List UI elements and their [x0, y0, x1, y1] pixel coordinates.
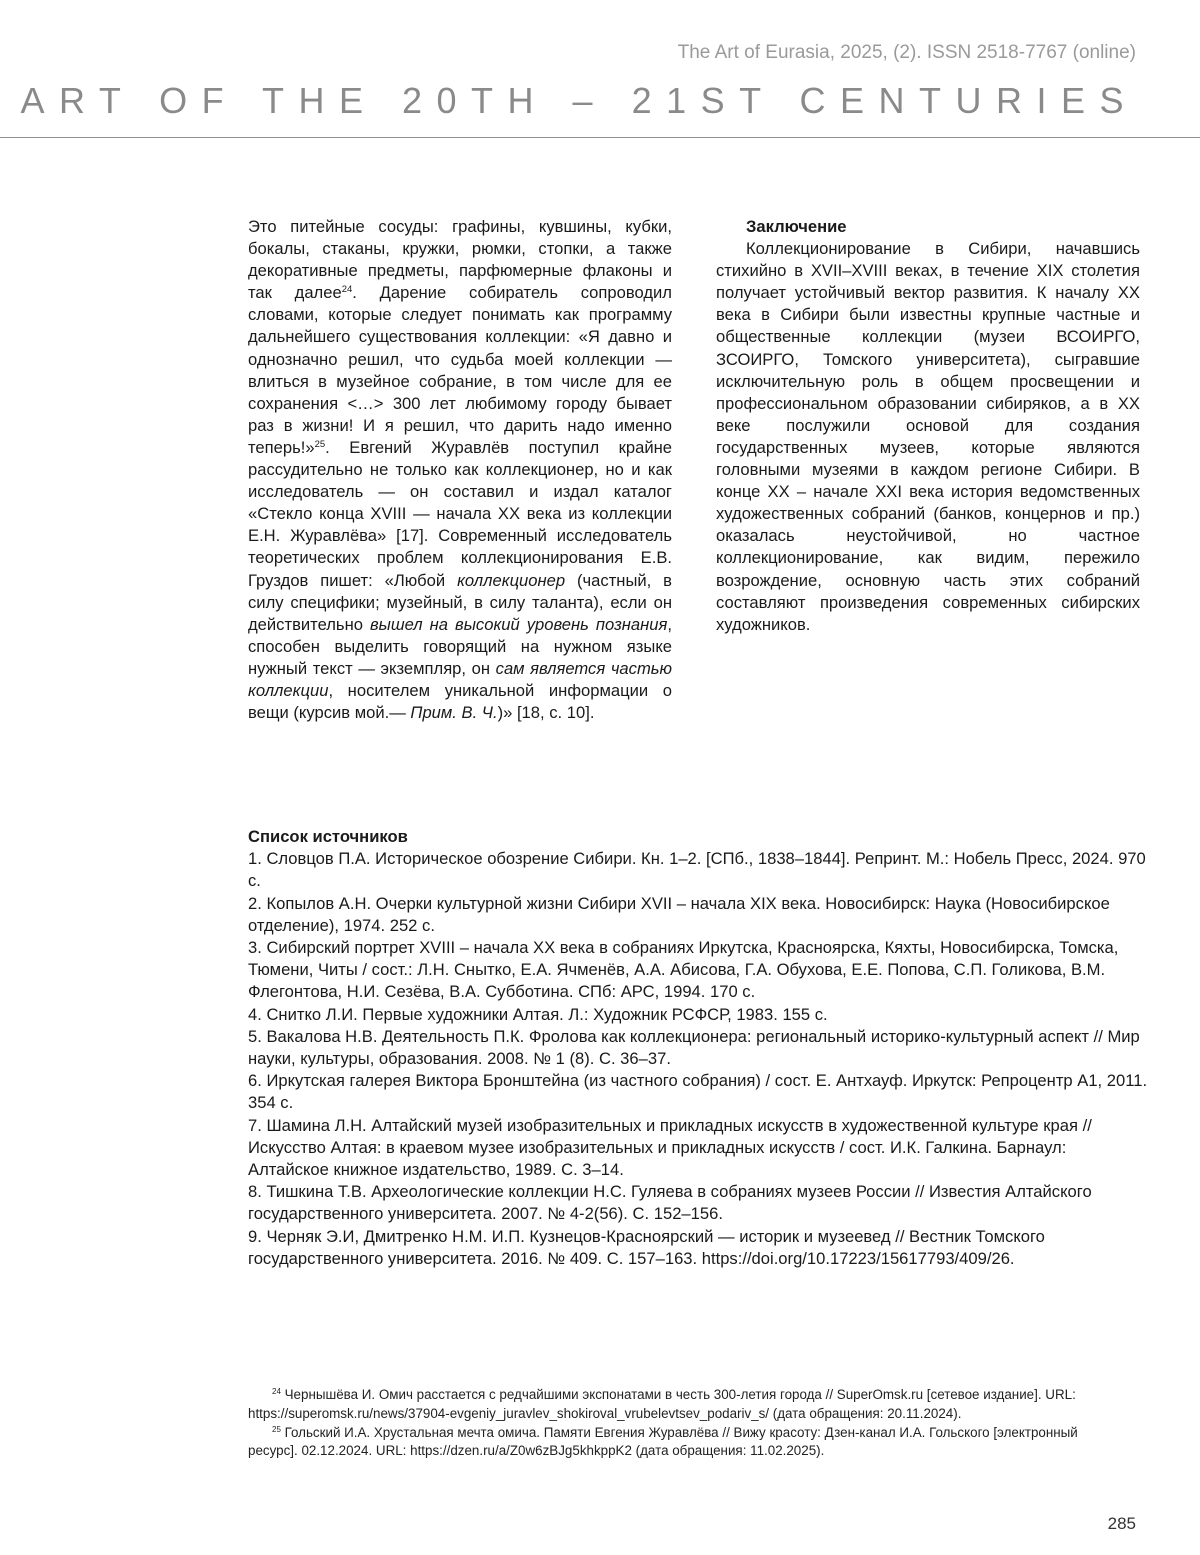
reference-item: 6. Иркутская галерея Виктора Бронштейна (из частного собрания) / сост. Е. Антхауф. Иркутск: Репроцентр А1, 2011. 354 с.	[248, 1071, 1148, 1113]
reference-item: 2. Копылов А.Н. Очерки культурной жизни Сибири XVII – начала XIX века. Новосибирск: Наука (Новосибирское отделение), 1974. 252 с.	[248, 893, 1110, 935]
journal-citation: The Art of Eurasia, 2025, (2). ISSN 2518-7767 (online)	[677, 42, 1136, 63]
text-run: , способен выделить говорящий на нужном языке нужный текст — экземпляр, он	[248, 614, 672, 678]
section-title: ART OF THE 20TH – 21ST CENTURIES	[20, 80, 1138, 121]
footnote-number: 24	[272, 1387, 281, 1396]
header-divider	[0, 137, 1200, 138]
footnote-marker	[248, 1424, 281, 1443]
text-run: Это питейные сосуды: графины, кувшины, кубки, бокалы, стаканы, кружки, рюмки, стопки, а также декоративные предметы, парфюмерные флаконы и так далее	[248, 217, 672, 303]
conclusion-heading: Заключение	[746, 217, 847, 236]
footnote-24	[248, 1386, 1128, 1424]
text-run: , носителем уникальной информации о вещи (курсив мой.—	[248, 680, 672, 723]
conclusion-paragraph: Коллекционирование в Сибири, начавшись стихийно в XVII–XVIII веках, в течение XIX столетия получает устойчивый вектор развития. К началу XX века в Сибири были известны крупные частные и общественные коллекции (музеи ВСОИРГО, ЗСОИРГО, Томского университета), сыгравшие исключительную роль в общем просвещении и профессиональном образовании сибиряков, а в XX веке послужили основой для создания государственных музеев, которые являются головными музеями в каждом регионе Сибири. В конце XX – начале XXI века история ведомственных художественных собраний (банков, концернов и пр.) оказалась неустойчивой, но частное коллекционирование, как видим, пережило возрождение, основную часть этих собраний составляют произведения современных сибирских художников.	[716, 239, 1140, 634]
reference-item: 3. Сибирский портрет XVIII – начала XX века в собраниях Иркутска, Красноярска, Кяхты, Новосибирска, Томска, Тюмени, Читы / сост.: Л.Н. Снытко, Е.А. Ячменёв, А.А. Абисова, Г.А. Обухова, Е.Е. Попова, С.П. Голикова, В.М. Флегонтова, Н.И. Сезёва, В.А. Субботина. СПб: АРС, 1994. 170 с.	[248, 938, 1119, 1002]
italic-text: Прим. В. Ч.	[410, 703, 498, 723]
reference-item: 8. Тишкина Т.В. Археологические коллекции Н.С. Гуляева в собраниях музеев России // Известия Алтайского государственного университета. 2007. № 4-2(56). С. 152–156.	[248, 1182, 1092, 1224]
italic-text: сам является частью коллекции	[248, 658, 672, 700]
footnote-25	[248, 1424, 1128, 1462]
footnote-text[interactable]: Чернышёва И. Омич расстается с редчайшими экспонатами в честь 300-летия города // SuperOmsk.ru [сетевое издание]. URL: https://superomsk.ru/news/37904-evgeniy_juravlev_shokiroval_vrubelevtsev_podariv_s/ (дата обращения: 20.11.2024).	[248, 1387, 1076, 1421]
references-title: Список источников	[248, 827, 408, 846]
italic-text: вышел на высокий уровень познания	[369, 614, 668, 634]
footnotes	[248, 1386, 1128, 1461]
left-column	[248, 216, 672, 724]
text-run: . Дарение собиратель сопроводил словами, которые следует понимать как программу дальнейшего существования коллекции: «Я давно и однозначно решил, что судьба моей коллекции — влиться в музейное собрание, в том числе для ее сохранения <…> 300 лет любимому городу бывает раз в жизни! И я решил, что дарить надо именно теперь!»	[248, 283, 672, 457]
references-section	[248, 826, 1148, 1270]
left-paragraph	[248, 216, 672, 724]
right-column	[716, 216, 1140, 636]
reference-item[interactable]: 9. Черняк Э.И, Дмитренко Н.М. И.П. Кузнецов-Красноярский — историк и музеевед // Вестник Томского государственного университета. 2016. № 409. С. 157–163. https://doi.org/10.17223/15617793/409/26.	[248, 1226, 1045, 1268]
footnote-ref-24[interactable]: 24	[341, 284, 353, 296]
footnote-text[interactable]: Гольский И.А. Хрустальная мечта омича. Памяти Евгения Журавлёва // Вижу красоту: Дзен-канал И.А. Гольского [электронный ресурс]. 02.12.2024. URL: https://dzen.ru/a/Z0w6zBJg5khkppK2 (дата обращения: 11.02.2025).	[248, 1424, 1078, 1459]
page-number: 285	[1107, 1514, 1136, 1533]
footnote-ref-25[interactable]: 25	[314, 438, 326, 450]
footnote-marker	[248, 1386, 281, 1405]
footnote-number: 25	[272, 1424, 281, 1434]
text-run: . Евгений Журавлёв поступил крайне рассудительно не только как коллекционер, но и как исследователь — он составил и издал каталог «Стекло конца XVIII — начала XX века из коллекции Е.Н. Журавлёва» [17]. Современный исследователь теоретических проблем коллекционирования Е.В. Груздов пишет: «Любой	[248, 437, 672, 590]
text-run: (частный, в силу специфики; музейный, в силу таланта), если он действительно	[248, 570, 672, 634]
reference-item: 4. Снитко Л.И. Первые художники Алтая. Л.: Художник РСФСР, 1983. 155 с.	[248, 1004, 828, 1024]
reference-item: 5. Вакалова Н.В. Деятельность П.К. Фролова как коллекционера: региональный историко-культурный аспект // Мир науки, культуры, образования. 2008. № 1 (8). С. 36–37.	[248, 1026, 1140, 1069]
reference-item: 7. Шамина Л.Н. Алтайский музей изобразительных и прикладных искусств в художественной культуре края // Искусство Алтая: в краевом музее изобразительных и прикладных искусств / сост. И.К. Галкина. Барнаул: Алтайское книжное издательство, 1989. С. 3–14.	[248, 1115, 1092, 1180]
text-run: )» [18, с. 10].	[497, 703, 595, 723]
reference-item: 1. Словцов П.А. Историческое обозрение Сибири. Кн. 1–2. [СПб., 1838–1844]. Репринт. М.: Нобель Пресс, 2024. 970 с.	[248, 849, 1146, 891]
italic-text: коллекционер	[457, 570, 566, 590]
